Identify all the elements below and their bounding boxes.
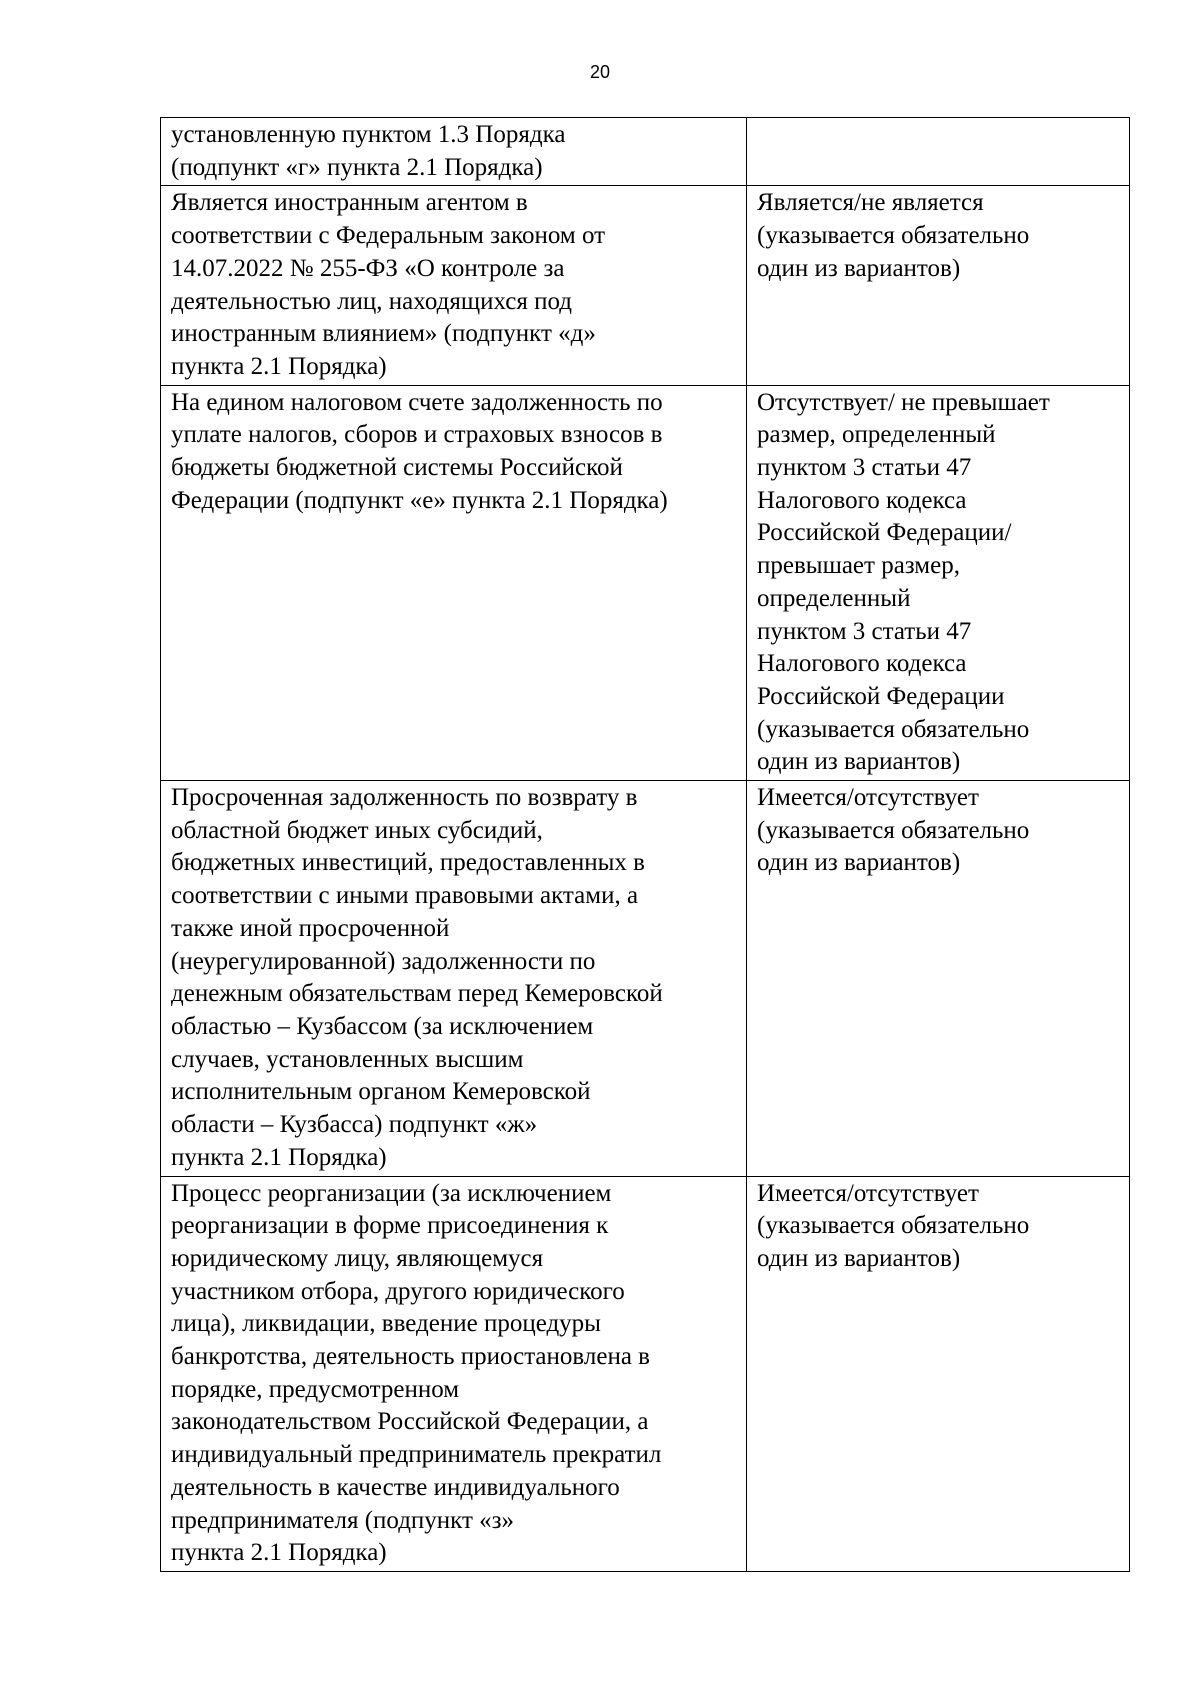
answer-cell: Имеется/отсутствует (указывается обязательно один из вариантов): [747, 781, 1130, 1176]
page-number: 20: [589, 62, 611, 82]
table-row: [161, 385, 1130, 780]
table-row: [161, 1176, 1130, 1571]
answer-cell: [747, 118, 1130, 186]
criterion-cell: Процесс реорганизации (за исключением реорганизации в форме присоединения к юридическому лицу, являющемуся участником отбора, другого юридического лица), ликвидации, введение процедуры банкротства, деятельность приостановлена в порядке, предусмотренном законодательством Российской Федерации, а индивидуальный предприниматель прекратил деятельность в качестве индивидуального предпринимателя (подпункт «з» пункта 2.1 Порядка): [161, 1176, 747, 1571]
table-row: [161, 186, 1130, 385]
criterion-cell: установленную пунктом 1.3 Порядка (подпункт «г» пункта 2.1 Порядка): [161, 118, 747, 186]
table-row: [161, 118, 1130, 186]
criterion-cell: Просроченная задолженность по возврату в областной бюджет иных субсидий, бюджетных инвестиций, предоставленных в соответствии с иными правовыми актами, а также иной просроченной (неурегулированной) задолженности по денежным обязательствам перед Кемеровской областью – Кузбассом (за исключением случаев, установленных высшим исполнительным органом Кемеровской области – Кузбасса) подпункт «ж» пункта 2.1 Порядка): [161, 781, 747, 1176]
answer-cell: Отсутствует/ не превышает размер, определенный пунктом 3 статьи 47 Налогового кодекса Российской Федерации/ превышает размер, определенный пунктом 3 статьи 47 Налогового кодекса Российской Федерации (указывается обязательно один из вариантов): [747, 385, 1130, 780]
table-row: [161, 781, 1130, 1176]
criterion-cell: Является иностранным агентом в соответствии с Федеральным законом от 14.07.2022 № 255-ФЗ «О контроле за деятельностью лиц, находящихся под иностранным влиянием» (подпункт «д» пункта 2.1 Порядка): [161, 186, 747, 385]
answer-cell: Является/не является (указывается обязательно один из вариантов): [747, 186, 1130, 385]
criteria-table: [160, 117, 1130, 1572]
criterion-cell: На едином налоговом счете задолженность по уплате налогов, сборов и страховых взносов в бюджеты бюджетной системы Российской Федерации (подпункт «е» пункта 2.1 Порядка): [161, 385, 747, 780]
answer-cell: Имеется/отсутствует (указывается обязательно один из вариантов): [747, 1176, 1130, 1571]
